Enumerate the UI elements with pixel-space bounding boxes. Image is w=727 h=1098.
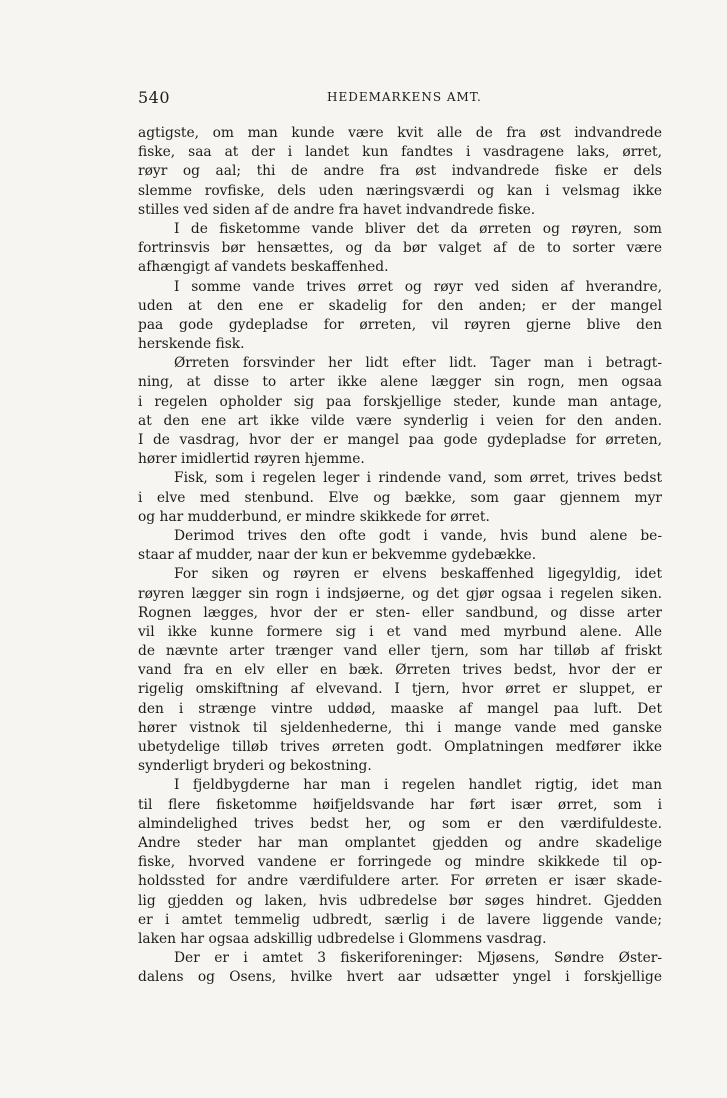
text-line: Der er i amtet 3 fiskeriforeninger: Mjøsens, Søndre Øster-: [174, 950, 662, 967]
body-text: [138, 124, 662, 987]
text-line: Rognen lægges, hvor der er sten- eller sandbund, og disse arter: [138, 604, 662, 621]
text-line: dalens og Osens, hvilke hvert aar udsætter yngel i forskjellige: [138, 969, 662, 986]
text-line: Andre steder har man omplantet gjedden og andre skadelige: [138, 834, 662, 851]
text-line: røyren lægger sin rogn i indsjøerne, og det gjør ogsaa i regelen siken.: [138, 585, 662, 602]
text-line: lig gjedden og laken, hvis udbredelse bør søges hindret. Gjedden: [138, 892, 662, 909]
page-header: [138, 86, 662, 110]
text-line: almindelighed trives bedst her, og som er den værdifuldeste.: [138, 815, 662, 832]
text-line: staar af mudder, naar der kun er bekvemme gydebække.: [138, 547, 537, 564]
text-line: stilles ved siden af de andre fra havet indvandrede fiske.: [138, 201, 536, 218]
text-line: I de fisketomme vande bliver det da ørreten og røyren, som: [174, 220, 662, 237]
text-line: Fisk, som i regelen leger i rindende vand, som ørret, trives bedst: [174, 470, 662, 487]
text-line: Derimod trives den ofte godt i vande, hvis bund alene be-: [174, 527, 662, 544]
text-line: den i strænge vintre uddød, maaske af mangel paa luft. Det: [138, 700, 662, 717]
text-line: fortrinsvis bør hensættes, og da bør valget af de to sorter være: [138, 240, 662, 257]
page-number: 540: [138, 88, 171, 107]
text-line: synderligt bryderi og bekostning.: [138, 758, 372, 775]
text-line: laken har ogsaa adskillig udbredelse i Glommens vasdrag.: [138, 930, 547, 947]
running-head: HEDEMARKENS AMT.: [327, 90, 482, 104]
text-line: er i amtet temmelig udbredt, særlig i de lavere liggende vande;: [138, 911, 662, 928]
text-line: ning, at disse to arter ikke alene lægger sin rogn, men ogsaa: [138, 374, 662, 391]
text-line: de nævnte arter trænger vand eller tjern, som har tilløb af friskt: [138, 643, 662, 660]
text-line: rigelig omskiftning af elvevand. I tjern, hvor ørret er sluppet, er: [138, 681, 662, 698]
text-line: og har mudderbund, er mindre skikkede for ørret.: [138, 508, 490, 525]
text-line: fiske, saa at der i landet kun fandtes i vasdragene laks, ørret,: [138, 144, 662, 161]
text-line: røyr og aal; thi de andre fra øst indvandrede fiske er dels: [138, 163, 662, 180]
text-line: afhængigt af vandets beskaffenhed.: [138, 259, 389, 276]
text-line: uden at den ene er skadelig for den anden; er der mangel: [138, 297, 662, 314]
text-line: i regelen opholder sig paa forskjellige steder, kunde man antage,: [138, 393, 662, 410]
text-line: at den ene art ikke vilde være synderlig i veien for den anden.: [138, 412, 662, 429]
text-line: I fjeldbygderne har man i regelen handlet rigtig, idet man: [174, 777, 662, 794]
text-line: hører imidlertid røyren hjemme.: [138, 451, 365, 468]
text-line: i elve med stenbund. Elve og bække, som gaar gjennem myr: [138, 489, 662, 506]
text-line: til flere fisketomme høifjeldsvande har ført især ørret, som i: [138, 796, 662, 813]
text-line: vil ikke kunne formere sig i et vand med myrbund alene. Alle: [138, 623, 662, 640]
text-line: vand fra en elv eller en bæk. Ørreten trives bedst, hvor der er: [138, 662, 662, 679]
text-line: fiske, hvorved vandene er forringede og mindre skikkede til op-: [138, 854, 662, 871]
text-line: paa gode gydepladse for ørreten, vil røyren gjerne blive den: [138, 316, 662, 333]
text-line: holdssted for andre værdifuldere arter. For ørreten er især skade-: [138, 873, 662, 890]
text-line: agtigste, om man kunde være kvit alle de fra øst indvandrede: [138, 125, 662, 141]
text-line: For siken og røyren er elvens beskaffenhed ligegyldig, idet: [174, 566, 662, 583]
text-line: herskende fisk.: [138, 336, 245, 353]
text-line: slemme rovfiske, dels uden næringsværdi og kan i velsmag ikke: [138, 182, 662, 199]
text-line: I somme vande trives ørret og røyr ved siden af hverandre,: [174, 278, 662, 295]
text-line: ubetydelige tilløb trives ørreten godt. Omplatningen medfører ikke: [138, 739, 662, 755]
text-line: hører vistnok til sjeldenhederne, thi i mange vande med ganske: [138, 719, 662, 736]
text-line: I de vasdrag, hvor der er mangel paa gode gydepladse for ørreten,: [138, 432, 662, 448]
text-line: Ørreten forsvinder her lidt efter lidt. Tager man i betragt-: [174, 355, 662, 372]
